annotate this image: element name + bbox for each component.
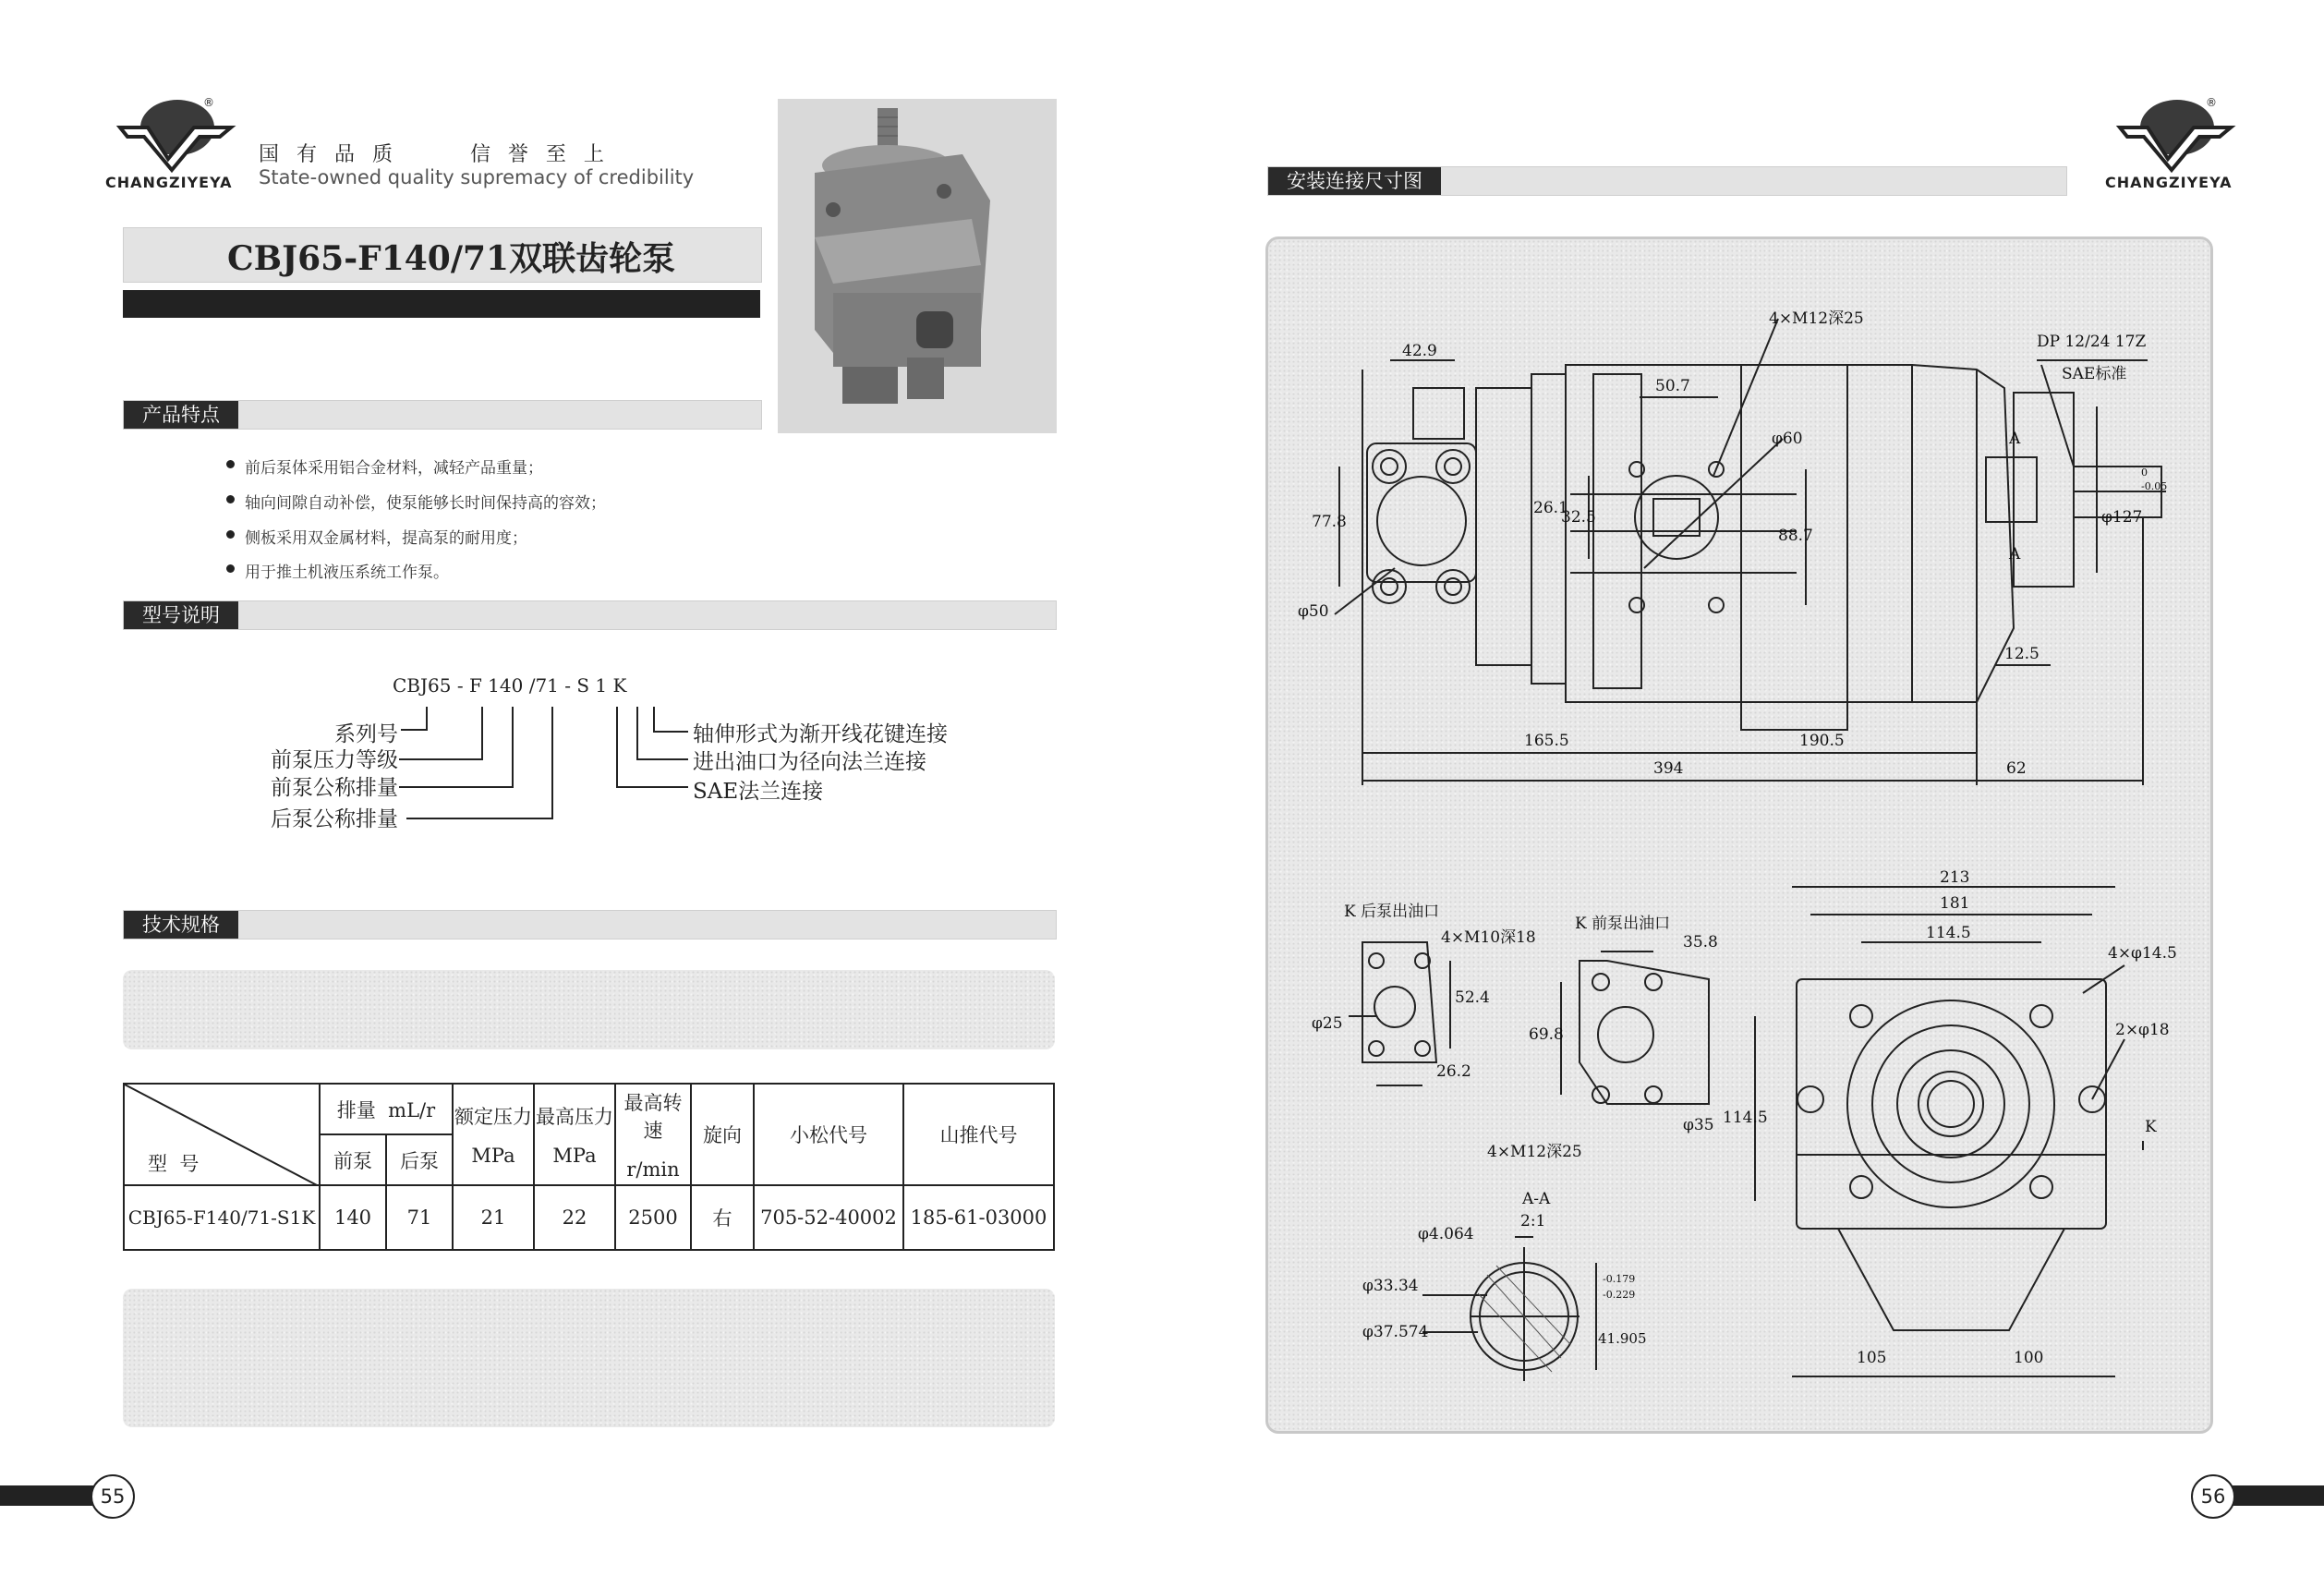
dim-label: 50.7 xyxy=(1655,377,1690,395)
dim-label: 62 xyxy=(2006,759,2027,778)
end-view-body xyxy=(1797,979,2106,1229)
header-front: 前泵 xyxy=(320,1134,386,1185)
dim-label: 190.5 xyxy=(1799,732,1845,750)
cell-front: 140 xyxy=(320,1185,386,1250)
dim-label: 77.8 xyxy=(1312,513,1347,531)
dim-label: -0.05 xyxy=(2141,480,2168,492)
brand-name: CHANGZIYEYA xyxy=(105,174,233,191)
feature-item: 侧板采用双金属材料，提高泵的耐用度； xyxy=(245,525,527,548)
dim-label: 52.4 xyxy=(1455,988,1490,1007)
dim-label: φ127 xyxy=(2101,508,2143,527)
dim-label: 165.5 xyxy=(1524,732,1569,750)
dim-label: φ33.34 xyxy=(1362,1277,1419,1295)
cell-komatsu: 705-52-40002 xyxy=(754,1185,903,1250)
dim-label: K 前泵出油口 xyxy=(1575,915,1671,933)
dim-label: 100 xyxy=(2014,1349,2044,1367)
dim-label: 88.7 xyxy=(1778,527,1813,545)
cell-speed: 2500 xyxy=(615,1185,691,1250)
dim-label: A xyxy=(2009,430,2021,448)
dim-label: K 后泵出油口 xyxy=(1344,903,1440,921)
dim-label: SAE标准 xyxy=(2062,365,2127,383)
brand-registered: ® xyxy=(2206,96,2217,109)
rear-housing xyxy=(1912,365,2014,702)
model-section-title: 型号说明 xyxy=(124,601,238,629)
dim-label: 394 xyxy=(1653,759,1684,778)
cell-model: CBJ65-F140/71-S1K xyxy=(124,1185,320,1250)
cell-rotation: 右 xyxy=(691,1185,754,1250)
dim-label: A xyxy=(2009,545,2021,564)
header-speed-label: 最高转速 xyxy=(623,1092,683,1142)
port-flange xyxy=(1367,443,1476,582)
spec-section-title: 技术规格 xyxy=(124,911,238,939)
model-left-label: 系列号 xyxy=(334,722,398,746)
dim-label: φ37.574 xyxy=(1362,1323,1429,1341)
product-title: CBJ65-F140/71双联齿轮泵 xyxy=(227,239,676,278)
dim-label: φ4.064 xyxy=(1418,1225,1474,1243)
dim-label: φ60 xyxy=(1772,430,1803,448)
features-section-title: 产品特点 xyxy=(124,401,238,429)
dim-label: 114.5 xyxy=(1723,1109,1768,1127)
header-rated-label: 额定压力 xyxy=(454,1106,532,1128)
dim-label: 41.905 xyxy=(1598,1330,1647,1347)
page-number-right: 56 xyxy=(2191,1474,2235,1519)
dim-label: 42.9 xyxy=(1402,342,1437,360)
dim-label: 4×M10深18 xyxy=(1441,928,1536,947)
dim-label: K xyxy=(2145,1118,2157,1136)
dim-label: φ35 xyxy=(1683,1116,1714,1134)
dim-label: φ50 xyxy=(1298,602,1329,621)
dim-label: φ25 xyxy=(1312,1014,1343,1033)
page-number-left: 55 xyxy=(91,1474,135,1519)
dim-label: 32.5 xyxy=(1561,508,1596,527)
center-body xyxy=(1741,365,1847,730)
model-right-label: SAE法兰连接 xyxy=(693,780,824,804)
model-right-label: 轴伸形式为渐开线花键连接 xyxy=(693,722,948,746)
dim-label: -0.229 xyxy=(1603,1289,1636,1301)
slogan-en: State-owned quality supremacy of credibility xyxy=(259,166,695,188)
feature-item: 轴向间隙自动补偿，使泵能够长时间保持高的容效； xyxy=(245,490,606,513)
model-right-label: 进出油口为径向法兰连接 xyxy=(693,750,926,774)
dim-label: 12.5 xyxy=(2004,645,2040,663)
dim-label: 4×M12深25 xyxy=(1769,309,1864,328)
dim-label: 0 xyxy=(2141,467,2148,479)
dim-label: 181 xyxy=(1940,894,1970,913)
dim-label: DP 12/24 17Z xyxy=(2037,333,2147,351)
dim-label: 114.5 xyxy=(1926,924,1971,942)
feature-item: 前后泵体采用铝合金材料，减轻产品重量； xyxy=(245,455,543,478)
rear-port-view xyxy=(1362,942,1436,1062)
dim-label: 105 xyxy=(1857,1349,1887,1367)
header-max-unit: MPa xyxy=(552,1145,597,1167)
feature-item: 用于推土机液压系统工作泵。 xyxy=(245,559,449,582)
cell-max: 22 xyxy=(534,1185,615,1250)
page-bar-right xyxy=(2226,1485,2324,1506)
dim-label: 26.2 xyxy=(1436,1062,1471,1081)
slogan-cn: 国 有 品 质 信 誉 至 上 xyxy=(259,143,610,166)
dim-label: 213 xyxy=(1940,868,1970,887)
dim-label: 4×φ14.5 xyxy=(2108,944,2177,963)
dim-label: 2:1 xyxy=(1520,1212,1546,1230)
model-left-label: 前泵公称排量 xyxy=(271,776,398,800)
cell-rated: 21 xyxy=(453,1185,534,1250)
dim-label: 69.8 xyxy=(1529,1025,1564,1044)
header-model: 型 号 xyxy=(148,1153,200,1175)
dim-label: 35.8 xyxy=(1683,933,1718,952)
header-max-label: 最高压力 xyxy=(536,1106,613,1128)
header-shantui: 山推代号 xyxy=(903,1084,1054,1185)
dim-label: -0.179 xyxy=(1603,1273,1636,1285)
dim-label: 4×M12深25 xyxy=(1487,1143,1582,1161)
model-left-label: 后泵公称排量 xyxy=(271,807,398,831)
model-left-label: 前泵压力等级 xyxy=(271,748,398,772)
dim-label: 26.1 xyxy=(1533,499,1568,517)
brand-name: CHANGZIYEYA xyxy=(2105,174,2233,191)
header-rotation: 旋向 xyxy=(691,1084,754,1185)
dim-label: A-A xyxy=(1522,1190,1551,1208)
model-code: CBJ65 - F 140 /71 - S 1 K xyxy=(393,674,627,697)
header-displacement: 排量 mL/r xyxy=(320,1084,453,1134)
header-rated-unit: MPa xyxy=(471,1145,515,1167)
flange xyxy=(2014,393,2074,587)
drawing-section-title: 安装连接尺寸图 xyxy=(1268,167,1441,195)
cell-rear: 71 xyxy=(386,1185,453,1250)
cell-shantui: 185-61-03000 xyxy=(903,1185,1054,1250)
header-komatsu: 小松代号 xyxy=(754,1084,903,1185)
brand-registered: ® xyxy=(203,96,214,109)
dim-label: 2×φ18 xyxy=(2115,1021,2170,1039)
header-rear: 后泵 xyxy=(386,1134,453,1185)
header-speed-unit: r/min xyxy=(626,1158,680,1181)
